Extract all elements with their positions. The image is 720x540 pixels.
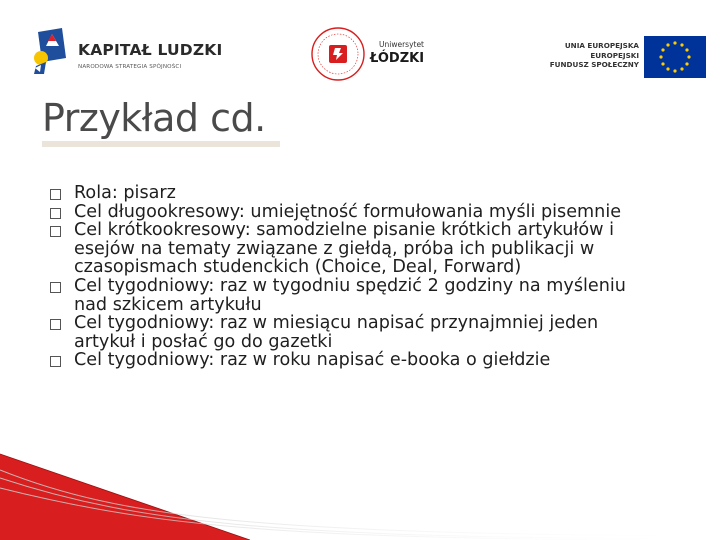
bullet-text: Cel krótkookresowy: samodzielne pisanie krótkich artykułów i esejów na tematy związane z giełdą, próba ich publikacji w czasopismach studenckich (Choice, Deal, Forward) bbox=[74, 220, 615, 278]
eu-line-2: EUROPEJSKI bbox=[590, 51, 639, 60]
slide-title: Przykład cd. bbox=[42, 96, 266, 140]
square-bullet-icon bbox=[50, 226, 61, 237]
bullet-text: Cel tygodniowy: raz w miesiącu napisać przynajmniej jeden artykuł i posłać go do gazetki bbox=[74, 313, 599, 352]
university-seal-icon bbox=[310, 26, 366, 82]
eu-line-1: UNIA EUROPEJSKA bbox=[564, 41, 639, 50]
university-name: ŁÓDZKI bbox=[370, 51, 425, 66]
square-bullet-icon bbox=[50, 189, 61, 200]
bullet-list bbox=[50, 184, 650, 370]
bullet-item bbox=[50, 221, 650, 277]
bullet-item bbox=[50, 314, 650, 351]
square-bullet-icon bbox=[50, 282, 61, 293]
bottom-swoosh-decoration bbox=[0, 448, 720, 540]
bullet-item bbox=[50, 203, 650, 222]
bullet-text: Rola: pisarz bbox=[74, 183, 176, 203]
uniwersytet-lodzki-logo bbox=[310, 26, 440, 82]
kapital-ludzki-subtitle: NARODOWA STRATEGIA SPÓJNOŚCI bbox=[78, 64, 182, 70]
bullet-item bbox=[50, 184, 650, 203]
kapital-ludzki-emblem-icon bbox=[32, 28, 72, 76]
square-bullet-icon bbox=[50, 208, 61, 219]
eu-logo bbox=[550, 33, 710, 79]
kapital-ludzki-title: KAPITAŁ LUDZKI bbox=[78, 41, 223, 59]
eu-line-3: FUNDUSZ SPOŁECZNY bbox=[549, 60, 639, 69]
bullet-text: Cel tygodniowy: raz w tygodniu spędzić 2 godziny na myśleniu nad szkicem artykułu bbox=[74, 275, 626, 315]
bullet-text: Cel tygodniowy: raz w roku napisać e-booka o giełdzie bbox=[74, 350, 551, 371]
bullet-text: Cel długookresowy: umiejętność formułowania myśli pisemnie bbox=[74, 201, 622, 222]
bullet-item bbox=[50, 277, 650, 314]
square-bullet-icon bbox=[50, 319, 61, 330]
square-bullet-icon bbox=[50, 356, 61, 367]
eu-flag-icon bbox=[644, 36, 706, 78]
kapital-ludzki-logo bbox=[32, 28, 222, 80]
bullet-item bbox=[50, 351, 650, 370]
title-underline bbox=[42, 141, 280, 147]
university-prefix: Uniwersytet bbox=[379, 40, 424, 49]
